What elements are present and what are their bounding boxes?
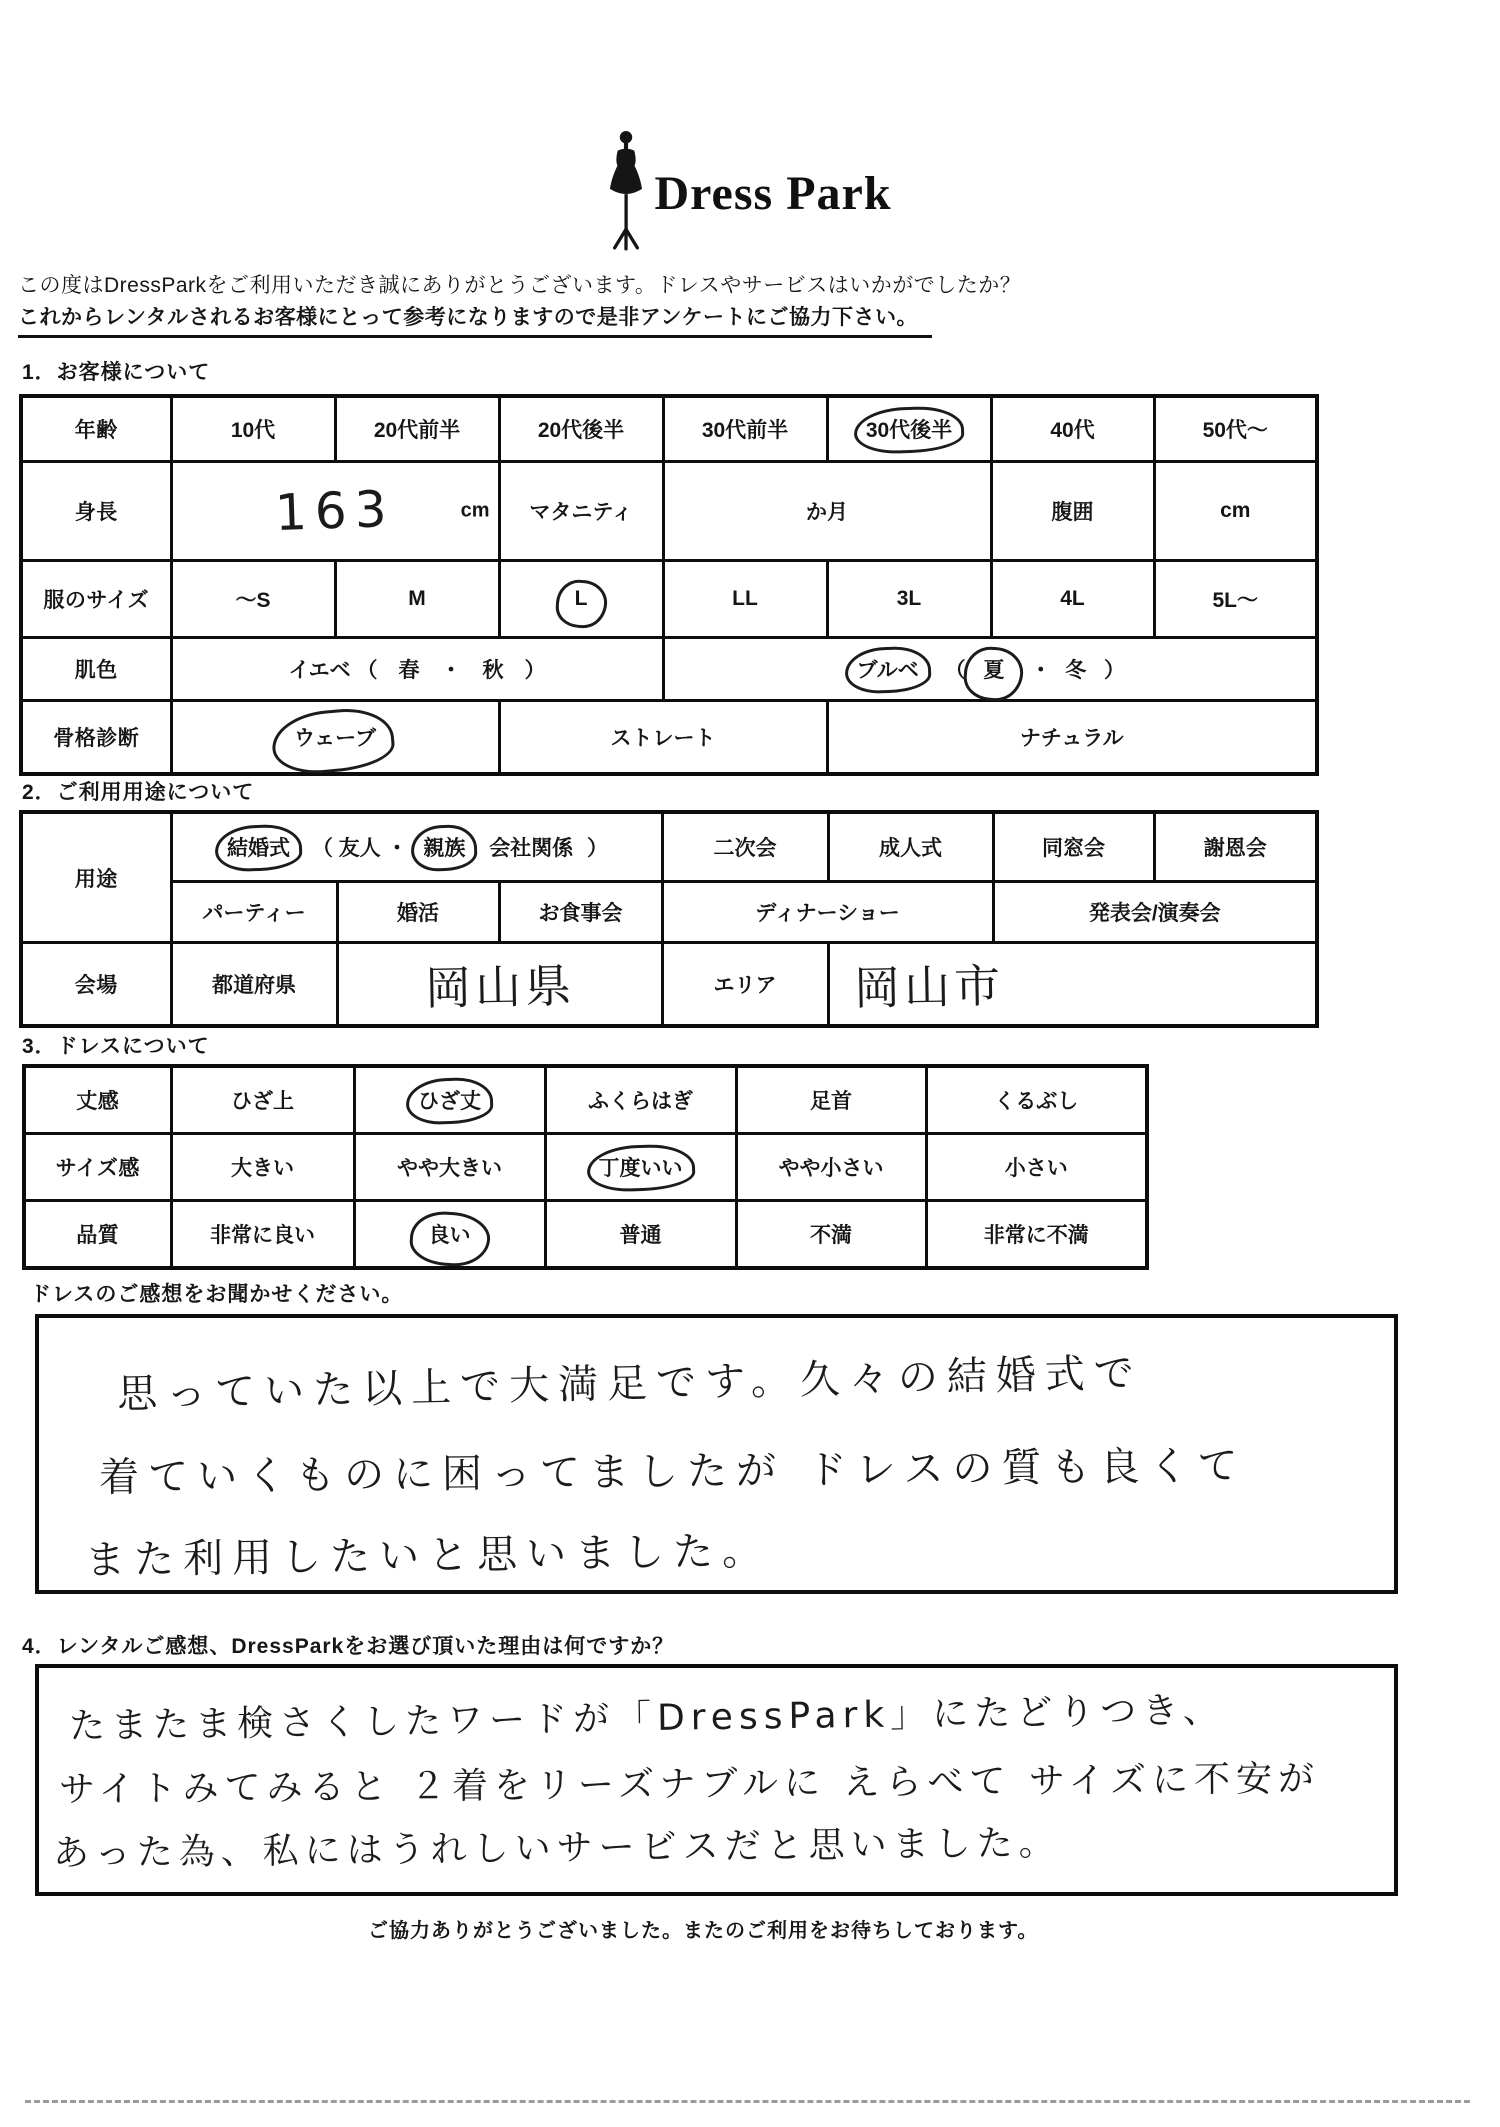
wedding-paren-close: ） <box>587 837 609 860</box>
intro-line2: これからレンタルされるお客様にとって参考になりますので是非アンケートにご協力下さい。 <box>18 302 932 339</box>
skeleton-option-straight: ストレート <box>499 701 827 775</box>
height-handwritten-value: 163 <box>274 479 396 543</box>
skeleton-option-natural: ナチュラル <box>827 701 1317 775</box>
dress-comment-line2: 着ていくものに困ってましたが ドレスの質も良くて <box>98 1442 1247 1502</box>
fit-option-slightly-large: やや大きい <box>354 1134 545 1201</box>
rental-comment-line1: たまたま検さくしたワードが「DressPark」にたどりつき、 <box>68 1689 1226 1748</box>
fit-option-slightly-small: やや小さい <box>736 1134 926 1201</box>
skin-cool-paren-close: ） <box>1103 659 1125 682</box>
quality-option-very-unsatisfied: 非常に不満 <box>926 1201 1147 1269</box>
length-selection-circle: ひざ丈 <box>416 1085 483 1115</box>
fit-selection-circle: 丁度いい <box>597 1152 685 1182</box>
dress-comment-line3: また利用したいと思いました。 <box>84 1528 772 1584</box>
customer-info-table <box>19 394 1319 776</box>
size-option-4l: 4L <box>991 561 1154 638</box>
usage-wedding-cell <box>171 812 662 882</box>
skeleton-option-wave-selected <box>171 701 499 775</box>
prefecture-label: 都道府県 <box>171 943 337 1027</box>
age-option-early-20s: 20代前半 <box>335 396 499 462</box>
skin-warm-seasons: （ 春 ・ 秋 ） <box>356 659 546 682</box>
usage-option-matchmaking: 婚活 <box>337 882 499 943</box>
skin-label: 肌色 <box>21 638 171 701</box>
usage-option-reunion: 同窓会 <box>993 812 1154 882</box>
size-option-m: M <box>335 561 499 638</box>
age-option-40s: 40代 <box>991 396 1154 462</box>
usage-table <box>19 810 1319 1028</box>
skin-cool-selection-circle: ブルベ <box>855 654 921 684</box>
prefecture-handwritten-value: 岡山県 <box>424 958 576 1016</box>
length-row <box>24 1066 1147 1134</box>
length-option-ankle: 足首 <box>736 1066 926 1134</box>
age-option-10s: 10代 <box>171 396 335 462</box>
quality-option-unsatisfied: 不満 <box>736 1201 926 1269</box>
fit-row <box>24 1134 1147 1201</box>
usage-option-recital: 発表会/演奏会 <box>993 882 1317 943</box>
skeleton-label: 骨格診断 <box>21 701 171 775</box>
size-option-3l: 3L <box>827 561 991 638</box>
usage-option-thanks-party: 謝恩会 <box>1154 812 1317 882</box>
usage-option-afterparty: 二次会 <box>662 812 828 882</box>
size-option-5l: 5L～ <box>1154 561 1317 638</box>
waist-unit: cm <box>1154 462 1317 561</box>
height-row <box>21 462 1317 561</box>
rental-comment-line2: サイトみてみると ２着をリーズナブルに えらべて サイズに不安が <box>58 1758 1321 1811</box>
skin-cool-paren-open: （ <box>944 659 966 682</box>
usage-row-1 <box>21 812 1317 882</box>
fit-option-large: 大きい <box>171 1134 354 1201</box>
length-option-above-knee: ひざ上 <box>171 1066 354 1134</box>
venue-label: 会場 <box>21 943 171 1027</box>
age-row <box>21 396 1317 462</box>
usage-row-2 <box>21 882 1317 943</box>
size-option-s: ～S <box>171 561 335 638</box>
size-label: 服のサイズ <box>21 561 171 638</box>
age-option-early-30s: 30代前半 <box>663 396 827 462</box>
section4-heading: 4．レンタルご感想、DressParkをお選び頂いた理由は何ですか？ <box>22 1635 675 1658</box>
maternity-label: マタニティ <box>499 462 663 561</box>
section2-heading: 2．ご利用用途について <box>22 781 255 804</box>
wedding-separator: ・ <box>386 837 408 860</box>
skin-cool-separator: ・ <box>1030 659 1052 682</box>
brand-name: Dress Park <box>654 167 892 220</box>
section3-heading: 3．ドレスについて <box>22 1035 210 1058</box>
brand-logo <box>0 122 1500 252</box>
dress-comment-prompt: ドレスのご感想をお聞かせください。 <box>30 1283 404 1306</box>
wedding-relative-selection-circle: 親族 <box>421 832 467 862</box>
dress-table <box>22 1064 1149 1270</box>
usage-option-dinner: お食事会 <box>499 882 662 943</box>
dress-comment-line1: 思っていた以上で大満足です。久々の結婚式で <box>116 1350 1144 1418</box>
rental-comment-line3: あった為、私にはうれしいサービスだと思いました。 <box>52 1822 1061 1875</box>
size-selection-circle: L <box>574 587 588 610</box>
height-value-cell <box>171 462 499 561</box>
area-label: エリア <box>662 943 828 1027</box>
size-option-l-selected <box>499 561 663 638</box>
wedding-paren-open: （ <box>311 837 333 860</box>
fit-option-small: 小さい <box>926 1134 1147 1201</box>
size-option-ll: LL <box>663 561 827 638</box>
waist-label: 腹囲 <box>991 462 1154 561</box>
wedding-company-option: 会社関係 <box>489 837 574 860</box>
usage-option-dinner-show: ディナーショー <box>662 882 993 943</box>
rental-comment-box <box>35 1664 1398 1896</box>
area-value-cell <box>828 943 1317 1027</box>
length-option-calf: ふくらはぎ <box>545 1066 736 1134</box>
maternity-months-label: か月 <box>663 462 991 561</box>
area-handwritten-value: 岡山市 <box>853 958 1005 1016</box>
dress-form-icon <box>608 130 644 252</box>
prefecture-value-cell <box>337 943 662 1027</box>
quality-selection-circle: 良い <box>427 1219 473 1249</box>
usage-wedding-selection-circle: 結婚式 <box>225 832 292 862</box>
skin-warm-cell <box>171 638 663 701</box>
skin-tone-row <box>21 638 1317 701</box>
section1-heading: 1．お客様について <box>22 361 211 384</box>
quality-row <box>24 1201 1147 1269</box>
usage-label: 用途 <box>21 812 171 943</box>
skin-summer-selection-circle: 夏 <box>981 654 1006 684</box>
venue-row <box>21 943 1317 1027</box>
size-row <box>21 561 1317 638</box>
dress-comment-box <box>35 1314 1398 1594</box>
quality-option-normal: 普通 <box>545 1201 736 1269</box>
length-option-knee-selected <box>354 1066 545 1134</box>
age-option-late-20s: 20代後半 <box>499 396 663 462</box>
scan-artifact-line <box>25 2100 1470 2103</box>
intro-line1: この度はDressParkをご利用いただき誠にありがとうございます。ドレスやサービスはいかがでしたか？ <box>18 274 1022 297</box>
length-label: 丈感 <box>24 1066 171 1134</box>
usage-option-party: パーティー <box>171 882 337 943</box>
quality-option-very-good: 非常に良い <box>171 1201 354 1269</box>
age-option-50s: 50代～ <box>1154 396 1317 462</box>
skin-warm-label: イエベ <box>288 659 351 682</box>
closing-message: ご協力ありがとうございました。またのご利用をお待ちしております。 <box>368 1920 1039 1942</box>
fit-option-just-right-selected <box>545 1134 736 1201</box>
skin-cool-cell <box>663 638 1317 701</box>
skeleton-row <box>21 701 1317 775</box>
fit-label: サイズ感 <box>24 1134 171 1201</box>
height-unit: cm <box>460 499 490 522</box>
age-label: 年齢 <box>21 396 171 462</box>
skeleton-selection-circle: ウェーブ <box>292 722 378 752</box>
intro-block <box>18 270 1478 338</box>
length-option-anklebone: くるぶし <box>926 1066 1147 1134</box>
wedding-friend-option: 友人 <box>338 837 381 860</box>
age-selection-circle: 30代後半 <box>864 414 954 444</box>
usage-option-coming-of-age: 成人式 <box>828 812 993 882</box>
height-label: 身長 <box>21 462 171 561</box>
age-option-late-30s-selected <box>827 396 991 462</box>
quality-label: 品質 <box>24 1201 171 1269</box>
quality-option-good-selected <box>354 1201 545 1269</box>
skin-winter-option: 冬 <box>1065 659 1087 682</box>
